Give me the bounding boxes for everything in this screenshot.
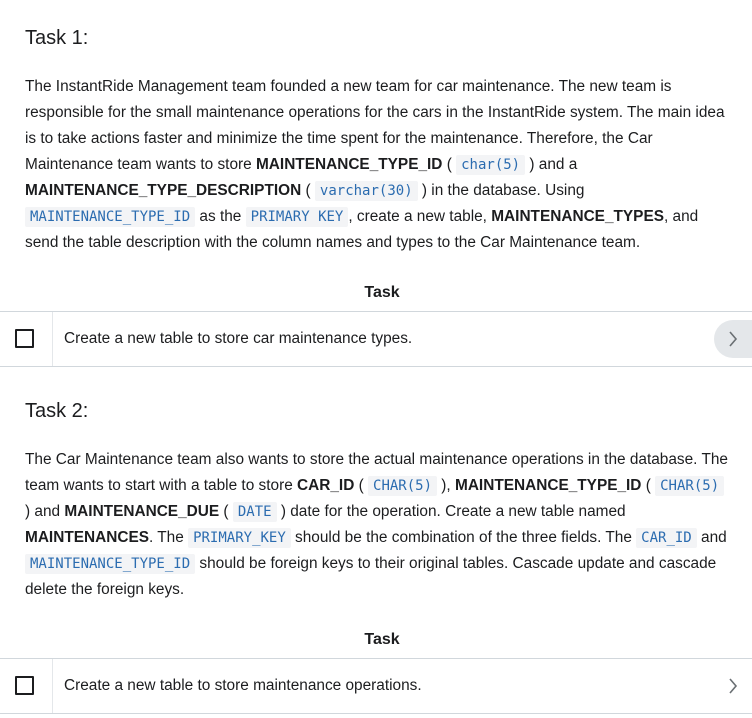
chevron-right-icon[interactable] (714, 667, 752, 705)
task-1-section (0, 26, 752, 256)
task-2-row[interactable] (0, 658, 752, 714)
task-2-header: Task (364, 631, 400, 648)
chevron-right-icon[interactable] (714, 320, 752, 358)
checkbox-icon[interactable] (15, 329, 34, 348)
task-1-header: Task (364, 284, 400, 301)
task-2-title: Task 2: (25, 400, 89, 422)
divider (52, 659, 53, 713)
task-1-title: Task 1: (25, 27, 89, 49)
divider (52, 312, 53, 366)
task-2-label: Create a new table to store maintenance operations. (64, 677, 422, 694)
task-1-description: The InstantRide Management team founded a new team for car maintenance. The new team is responsible for the small maintenance operations for the cars in the InstantRide system. The main idea is to take actions faster and minimize the time spent for the maintenance. Therefore, the Car Maintenance team wants to store MAINTENANCE_TYPE_ID ( char(5) ) and a MAINTENANCE_TYPE_DESCRIPTION ( varchar(30) ) in the database. Using MAINTENANCE_TYPE_ID as the PRIMARY KEY , create a new table, MAINTENANCE_TYPES, and send the table description with the column names and types to the Car Maintenance team. (25, 78, 725, 251)
task-1-label: Create a new table to store car maintenance types. (64, 330, 413, 347)
task-2-description: The Car Maintenance team also wants to store the actual maintenance operations in the database. The team wants to start with a table to store CAR_ID ( CHAR(5) ), MAINTENANCE_TYPE_ID ( CHAR(5) ) and MAINTENANCE_DUE ( DATE ) date for the operation. Create a new table named MAINTENANCES. The PRIMARY_KEY should be the combination of the three fields. The CAR_ID and MAINTENANCE_TYPE_ID should be foreign keys to their original tables. Cascade update and cascade delete the foreign keys. (25, 451, 728, 598)
task-1-row[interactable] (0, 311, 752, 367)
checkbox-icon[interactable] (15, 676, 34, 695)
task-2-section (0, 399, 752, 603)
